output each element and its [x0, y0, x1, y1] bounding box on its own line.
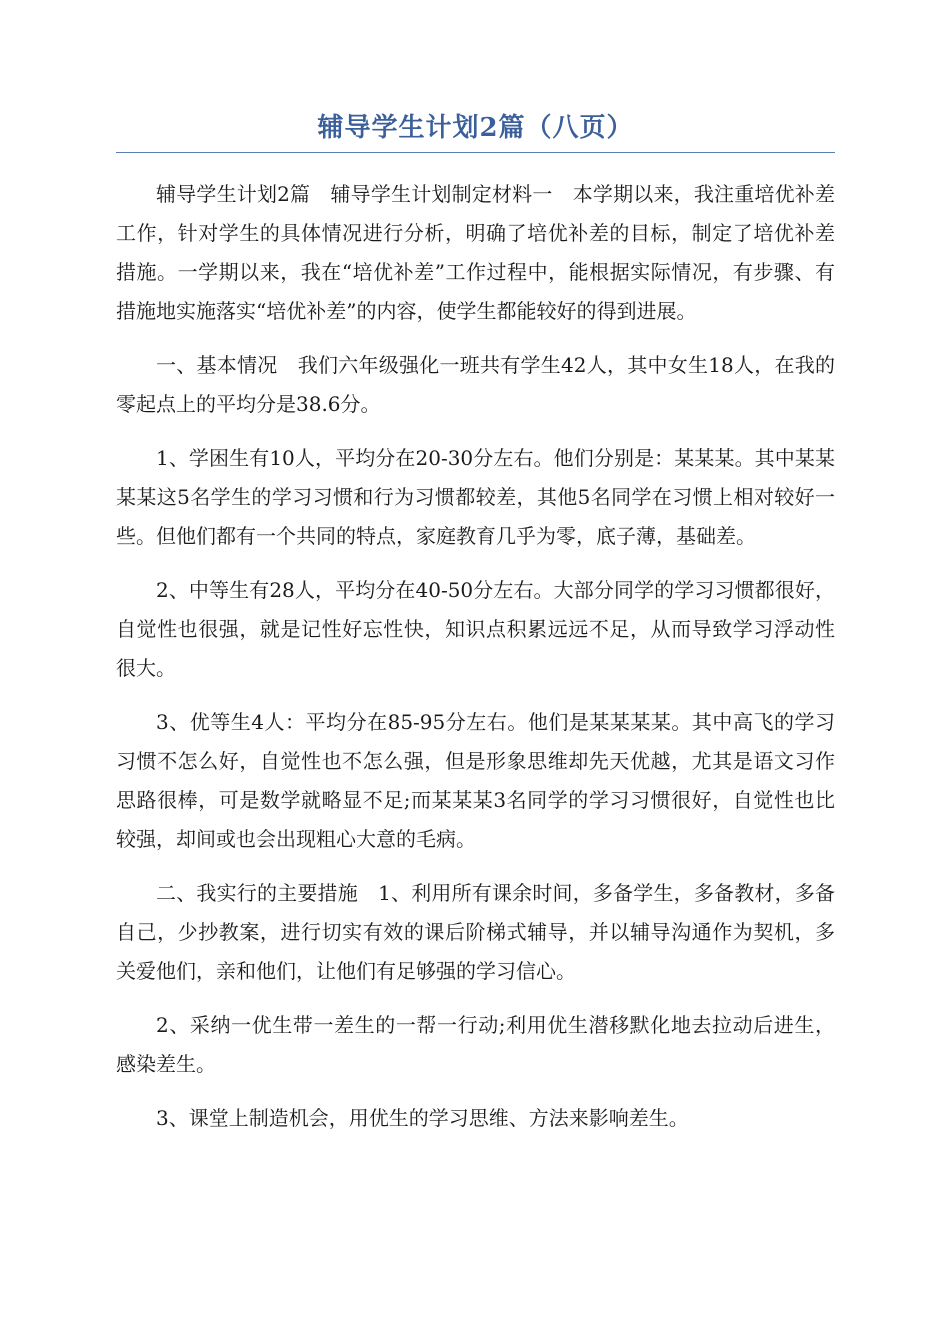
paragraph-measure-3: 3、课堂上制造机会，用优生的学习思维、方法来影响差生。: [156, 1106, 689, 1130]
paragraph-basic-situation: 一、基本情况 我们六年级强化一班共有学生42人，其中女生18人，在我的零起点上的平均分是38.6分。: [116, 353, 835, 416]
paragraph-measure-2: 2、采纳一优生带一差生的一帮一行动;利用优生潜移默化地去拉动后进生，感染差生。: [116, 1013, 835, 1076]
paragraph-main-measures: 二、我实行的主要措施 1、利用所有课余时间，多备学生，多备教材，多备自己，少抄教案，进行切实有效的课后阶梯式辅导，并以辅导沟通作为契机，多关爱他们，亲和他们，让他们有足够强的学习信心。: [116, 881, 835, 983]
document-body: [116, 175, 835, 1138]
paragraph-top-students: 3、优等生4人：平均分在85-95分左右。他们是某某某某。其中高飞的学习习惯不怎么好，自觉性也不怎么强，但是形象思维却先天优越，尤其是语文习作思路很棒，可是数学就略显不足;而某某某3名同学的学习习惯很好，自觉性也比较强，却间或也会出现粗心大意的毛病。: [116, 710, 835, 851]
document-page: [116, 108, 835, 1153]
document-title: 辅导学生计划2篇（八页）: [116, 108, 835, 153]
paragraph-intro: 辅导学生计划2篇 辅导学生计划制定材料一 本学期以来，我注重培优补差工作，针对学生的具体情况进行分析，明确了培优补差的目标，制定了培优补差措施。一学期以来，我在“培优补差”工作过程中，能根据实际情况，有步骤、有措施地实施落实“培优补差”的内容，使学生都能较好的得到进展。: [116, 182, 835, 323]
paragraph-average-students: 2、中等生有28人，平均分在40-50分左右。大部分同学的学习习惯都很好，自觉性也很强，就是记性好忘性快，知识点积累远远不足，从而导致学习浮动性很大。: [116, 578, 835, 680]
paragraph-struggling-students: 1、学困生有10人，平均分在20-30分左右。他们分别是：某某某。其中某某某某这5名学生的学习习惯和行为习惯都较差，其他5名同学在习惯上相对较好一些。但他们都有一个共同的特点，家庭教育几乎为零，底子薄，基础差。: [116, 446, 835, 548]
